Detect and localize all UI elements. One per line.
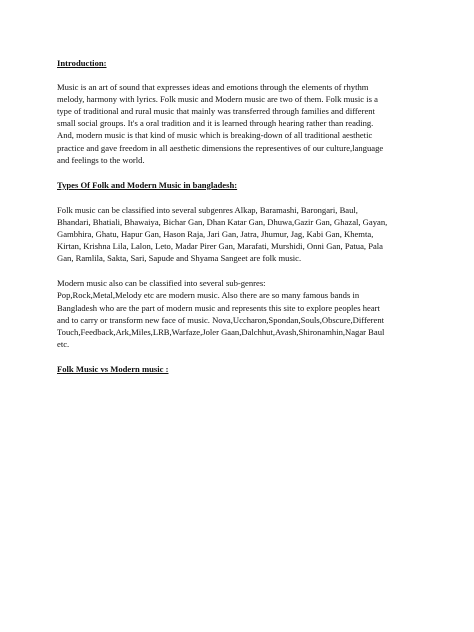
paragraph-line: and to carry or transform new face of music. Nova,Uccharon,Spondan,Souls,Obscure,Different bbox=[57, 314, 385, 325]
folk-music-paragraph bbox=[57, 204, 425, 264]
paragraph-line: etc. bbox=[57, 338, 70, 349]
paragraph-line: Bhandari, Bhatiali, Bhawaiya, Bichar Gan, Dhan Katar Gan, Dhuwa,Gazir Gan, Ghazal, Gayan, bbox=[57, 216, 388, 227]
modern-music-paragraph bbox=[57, 277, 425, 350]
paragraph-line: Kirtan, Krishna Lila, Lalon, Leto, Madar Pirer Gan, Marafati, Murshidi, Onni Gan, Patua, Pala bbox=[57, 241, 384, 252]
introduction-paragraph bbox=[57, 81, 425, 166]
introduction-heading: Introduction: bbox=[57, 58, 107, 68]
paragraph-line: practice and gave freedom in all aesthetic dimensions the representives of our culture,language bbox=[57, 142, 384, 153]
paragraph-line: And, modern music is that kind of music which is breaking-down of all traditional aesthetic bbox=[57, 130, 373, 141]
folk-vs-modern-heading: Folk Music vs Modern music : bbox=[57, 363, 169, 374]
paragraph-line: melody, harmony with lyrics. Folk music and Modern music are two of them. Folk music is a bbox=[57, 94, 378, 105]
paragraph-line: Pop,Rock,Metal,Melody etc are modern music. Also there are so many famous bands in bbox=[57, 290, 360, 301]
paragraph-line: Folk music can be classified into several subgenres Alkap, Baramashi, Barongari, Baul, bbox=[57, 204, 358, 215]
types-heading: Types Of Folk and Modern Music in bangladesh: bbox=[57, 179, 238, 190]
paragraph-line: Touch,Feedback,Ark,Miles,LRB,Warfaze,Joler Gaan,Dalchhut,Avash,Shironamhin,Nagar Baul bbox=[57, 326, 385, 337]
paragraph-line: type of traditional and rural music that mainly was transferred through families and different bbox=[57, 106, 375, 117]
paragraph-line: Gan, Ramlila, Sakta, Sari, Sapude and Shyama Sangeet are folk music. bbox=[57, 253, 302, 264]
paragraph-line: Modern music also can be classified into several sub-genres: bbox=[57, 278, 266, 289]
paragraph-line: Bangladesh who are the part of modern music and represents this site to explore peoples heart bbox=[57, 302, 380, 313]
paragraph-line: Gambhira, Ghatu, Hapur Gan, Hason Raja, Jari Gan, Jatra, Jhumur, Jag, Kabi Gan, Khemta, bbox=[57, 229, 374, 240]
paragraph-line: and feelings to the world. bbox=[57, 154, 145, 165]
paragraph-line: Music is an art of sound that expresses ideas and emotions through the elements of rhythm bbox=[57, 82, 369, 93]
document-page bbox=[57, 57, 425, 375]
paragraph-line: small social groups. It's a oral tradition and it is learned through hearing rather than reading. bbox=[57, 118, 374, 129]
